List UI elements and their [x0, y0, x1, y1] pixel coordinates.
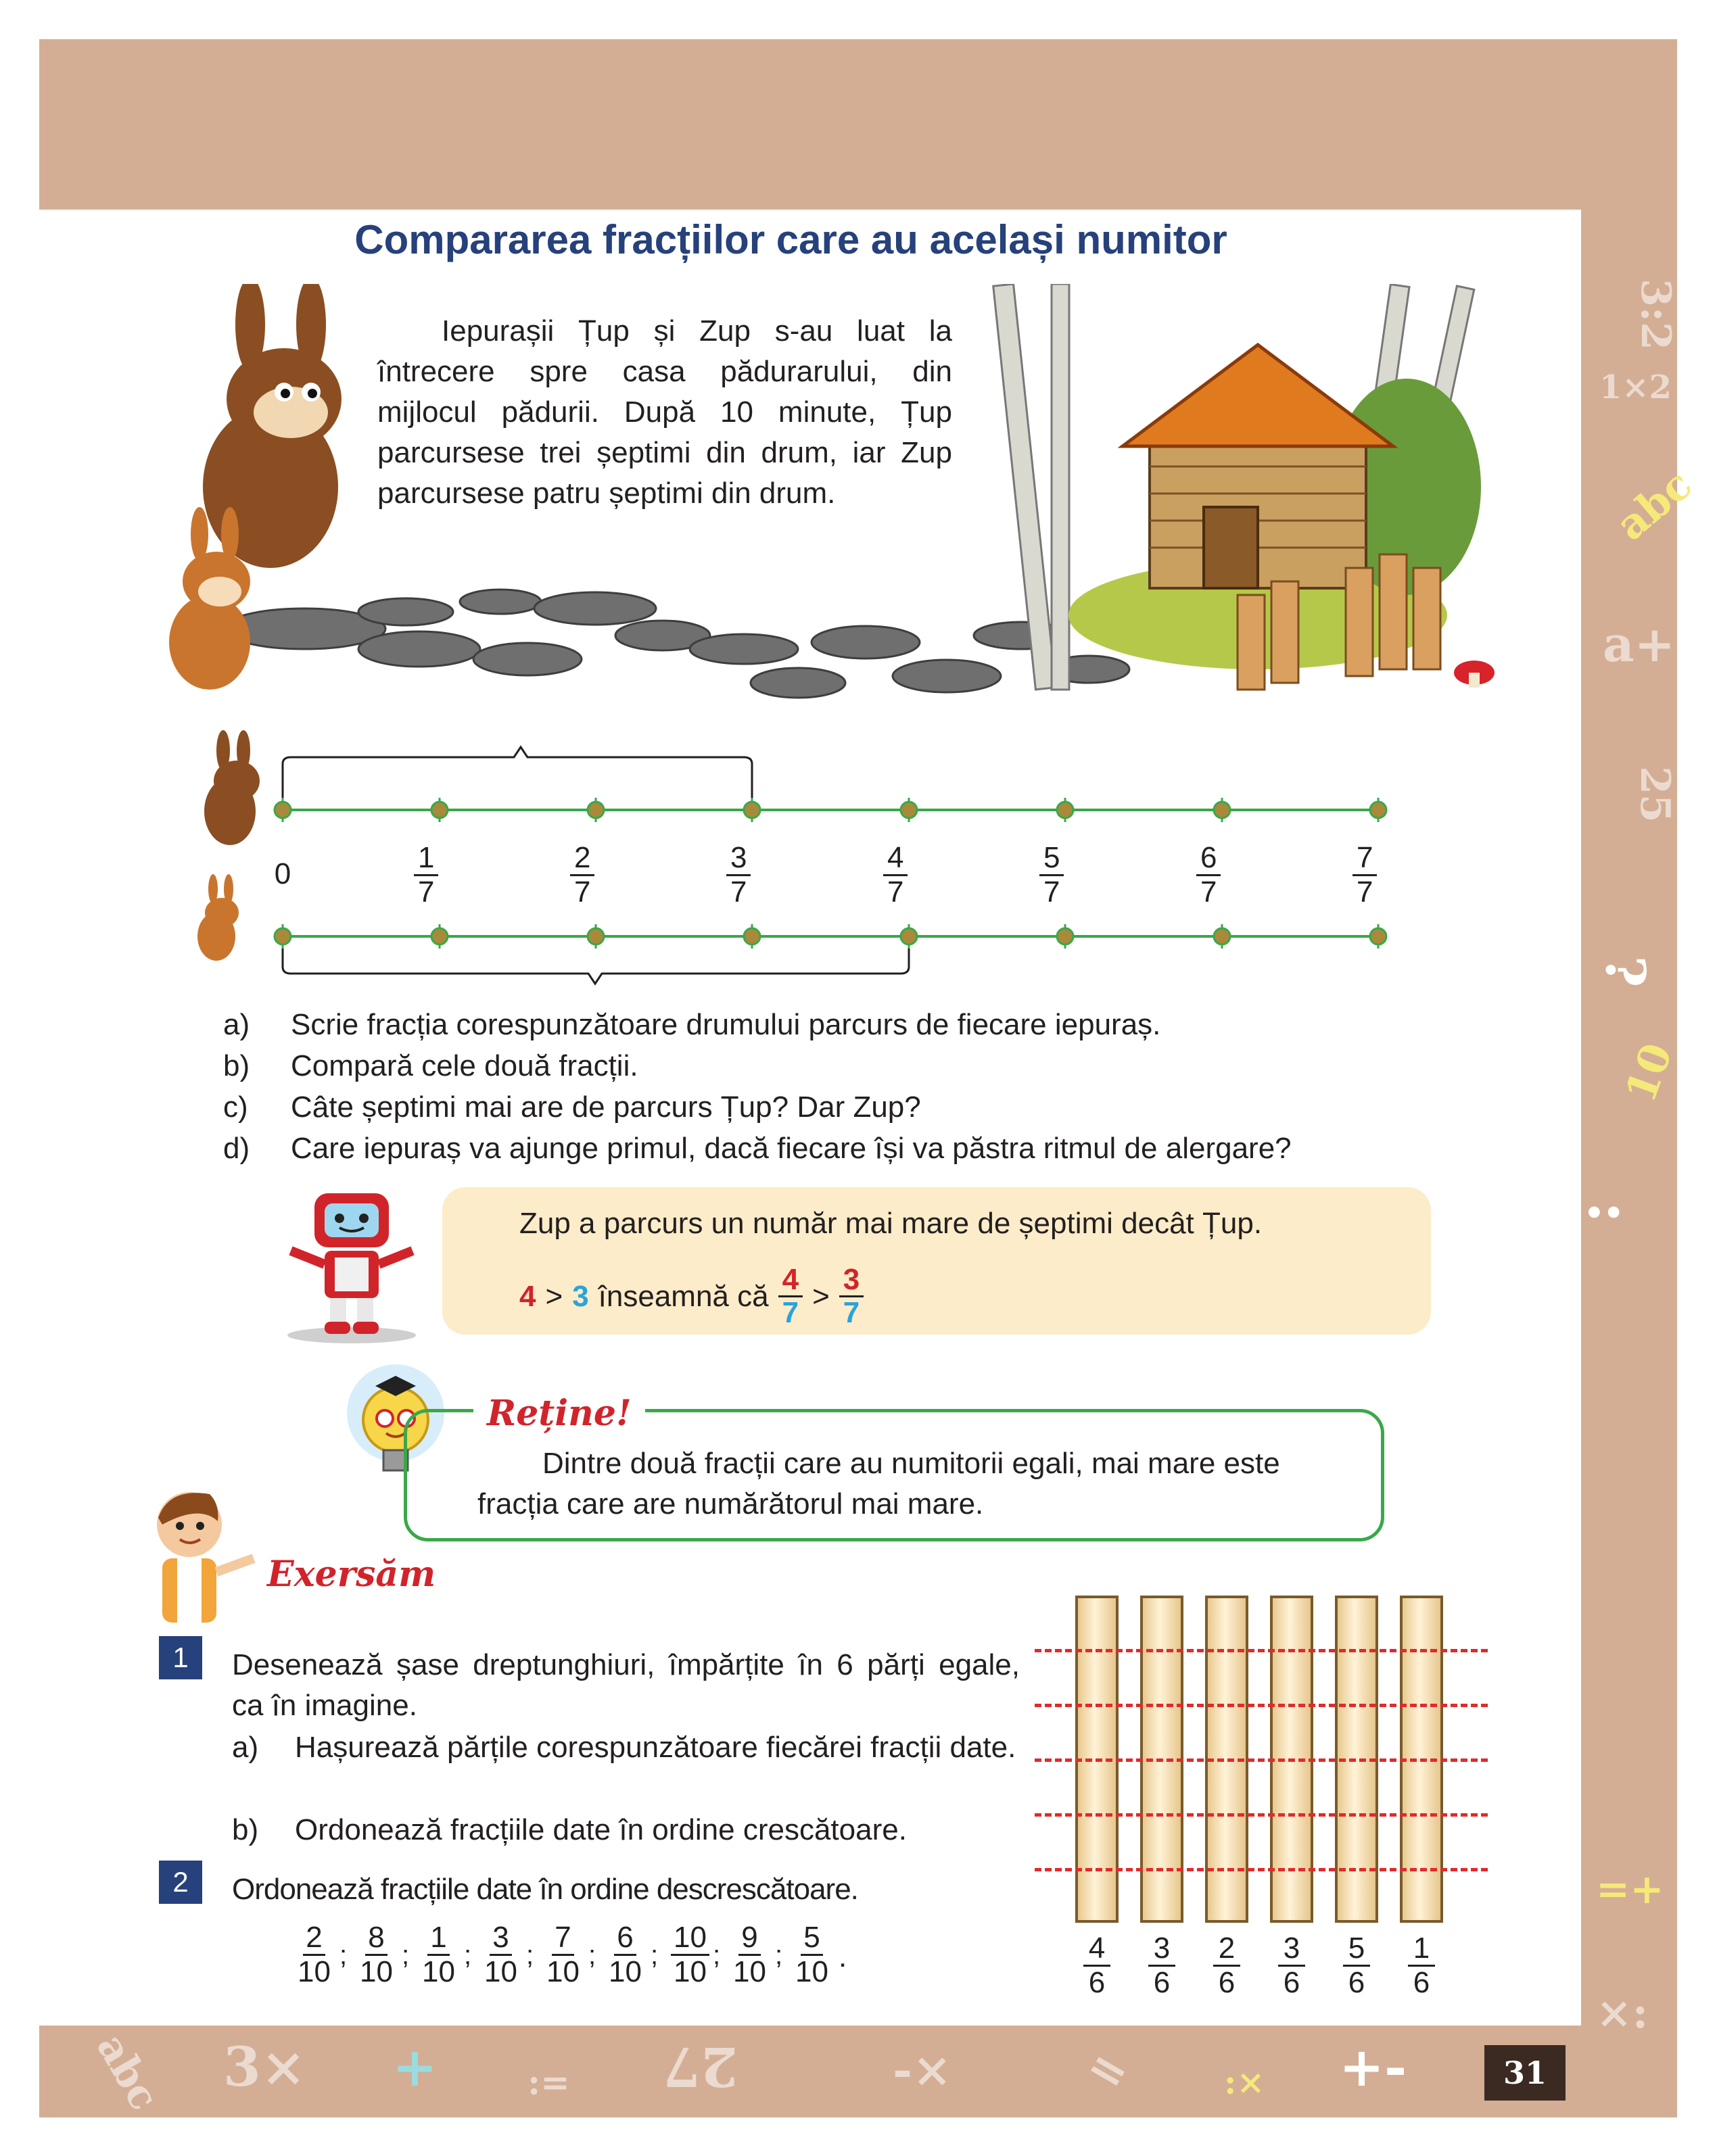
division-line: [1035, 1813, 1488, 1817]
decor-glyph: 3×: [223, 2035, 306, 2099]
strip-fraction: $\frac{2}{6}$: [1205, 1932, 1248, 1999]
fraction-four-sevenths: 4 7: [778, 1264, 803, 1328]
decor-glyph: ×:: [1596, 1988, 1649, 2038]
fraction-three-sevenths: 3 7: [839, 1264, 864, 1328]
number-lines: [176, 730, 1434, 1001]
exercise-2-badge: 2: [159, 1861, 202, 1904]
order-fraction: $\frac{5}{10}$: [795, 1921, 828, 1988]
decor-glyph: -×: [893, 2042, 952, 2098]
fraction-separator: ;: [588, 1940, 596, 1970]
fraction-separator: ;: [526, 1940, 534, 1970]
number-line-tick-label: $\frac{5}{7}$: [1039, 842, 1064, 909]
retine-title: Reține!: [473, 1393, 645, 1434]
exercise-1-text: Desenează șase dreptunghiuri, împărțite în 6 părți egale, ca în imagine.: [232, 1648, 1020, 1722]
exercise-1a-letter: a): [232, 1731, 259, 1764]
division-line: [1035, 1704, 1488, 1707]
question-list: [223, 1004, 1292, 1169]
fraction-separator: ;: [464, 1940, 472, 1970]
order-fraction: $\frac{8}{10}$: [360, 1921, 393, 1988]
decor-glyph: 10: [1616, 1036, 1683, 1109]
robot-mascot: [277, 1183, 426, 1345]
number-line-tick-label: $\frac{6}{7}$: [1196, 842, 1221, 909]
brace-tup: [283, 747, 752, 808]
strip-fraction: $\frac{5}{6}$: [1335, 1932, 1378, 1999]
mushroom: [1454, 661, 1495, 688]
division-line: [1035, 1649, 1488, 1652]
boy-mascot: [135, 1484, 264, 1633]
number-line-tick-label: $\frac{2}{7}$: [570, 842, 594, 909]
retine-rule: Dintre două fracții care au numitorii egali, mai mare este fracția care are numărătorul mai mare.: [477, 1447, 1280, 1520]
exercise-1b-text: Ordonează fracțiile date în ordine crescătoare.: [295, 1813, 907, 1846]
strip-fraction: $\frac{1}{6}$: [1400, 1932, 1443, 1999]
stone-path: [223, 590, 1150, 698]
order-fraction: $\frac{7}{10}$: [546, 1921, 580, 1988]
question-item: d) Care iepuraș va ajunge primul, dacă fiecare își va păstra ritmul de alergare?: [223, 1132, 1292, 1165]
number-line-zero: 0: [274, 857, 291, 890]
strip-fraction: $\frac{3}{6}$: [1270, 1932, 1313, 1999]
decor-glyph: =: [1077, 2035, 1140, 2105]
bunny-icon-zup: [197, 874, 239, 961]
order-fraction: $\frac{3}{10}$: [484, 1921, 517, 1988]
exercise-1a-text: Hașurează părțile corespunzătoare fiecărei fracții date.: [295, 1731, 1016, 1764]
log-cabin: [1123, 345, 1393, 588]
decor-glyph: +: [392, 2035, 438, 2099]
decor-glyph: ?: [1593, 955, 1657, 988]
decor-glyph: 27: [663, 2035, 738, 2099]
decor-glyph: 3:2: [1631, 279, 1679, 350]
decor-glyph: =+: [1596, 1866, 1664, 1913]
division-line: [1035, 1758, 1488, 1762]
question-item: c) Câte șeptimi mai are de parcurs Țup? Dar Zup?: [223, 1091, 921, 1124]
order-fraction: $\frac{2}{10}$: [298, 1921, 331, 1988]
page-frame-top: [39, 39, 1677, 210]
fraction-separator: ;: [402, 1940, 410, 1970]
fraction-separator: ;: [339, 1940, 348, 1970]
decor-glyph: a+: [1603, 615, 1675, 673]
story-illustration: [149, 284, 1515, 717]
decor-glyph: +-: [1339, 2035, 1407, 2099]
order-fraction: $\frac{6}{10}$: [609, 1921, 642, 1988]
number-line-tick-label: $\frac{7}{7}$: [1353, 842, 1377, 909]
order-fraction: $\frac{9}{10}$: [733, 1921, 766, 1988]
decor-glyph: 25: [1630, 766, 1678, 823]
exercise-1b-letter: b): [232, 1813, 259, 1846]
decor-glyph: :×: [1224, 2062, 1265, 2102]
decor-glyph: :: [1574, 1201, 1647, 1224]
info-statement: Zup a parcurs un număr mai mare de șeptimi decât Țup.: [519, 1207, 1263, 1240]
decor-glyph: abc: [1606, 459, 1701, 550]
decor-glyph: abc: [87, 2026, 168, 2119]
number-line-tick-label: $\frac{3}{7}$: [726, 842, 751, 909]
bunny-icon-tup: [204, 730, 260, 845]
fraction-separator: ;: [651, 1940, 659, 1970]
exersam-heading: Exersăm: [267, 1554, 436, 1595]
division-line: [1035, 1868, 1488, 1871]
inequality-line: 4 > 3 înseamnă că 4 7 > 3 7: [519, 1264, 864, 1328]
decor-glyph: 1×2: [1599, 368, 1672, 406]
page-title: Compararea fracțiilor care au același numitor: [354, 217, 1227, 262]
number-line-tick-label: $\frac{4}{7}$: [883, 842, 908, 909]
exercise-2-text: Ordonează fracțiile date în ordine descrescătoare.: [232, 1873, 858, 1906]
order-fraction: $\frac{1}{10}$: [422, 1921, 455, 1988]
strip-fraction: $\frac{4}{6}$: [1075, 1932, 1119, 1999]
fraction-list-end: .: [839, 1940, 847, 1973]
exercise-1-badge: 1: [159, 1636, 202, 1679]
fraction-separator: ;: [713, 1940, 721, 1970]
number-line-tick-label: $\frac{1}{7}$: [414, 842, 438, 909]
decor-glyph: :=: [527, 2062, 570, 2103]
fraction-separator: ;: [775, 1940, 783, 1970]
question-item: b) Compară cele două fracții.: [223, 1049, 638, 1082]
orange-bunny-small: [169, 507, 250, 690]
order-fraction: $\frac{10}{10}$: [671, 1921, 709, 1988]
strip-fraction: $\frac{3}{6}$: [1140, 1932, 1183, 1999]
intro-paragraph: Iepurașii Țup și Zup s-au luat la întrecere spre casa pădurarului, din mijlocul pădurii. După 10 minute, Țup parcursese trei șeptimi din drum, iar Zup parcursese patru șeptimi din drum.: [377, 314, 952, 510]
question-item: a) Scrie fracția corespunzătoare drumului parcurs de fiecare iepuraș.: [223, 1008, 1161, 1041]
page-number: 31: [1484, 2045, 1566, 2101]
